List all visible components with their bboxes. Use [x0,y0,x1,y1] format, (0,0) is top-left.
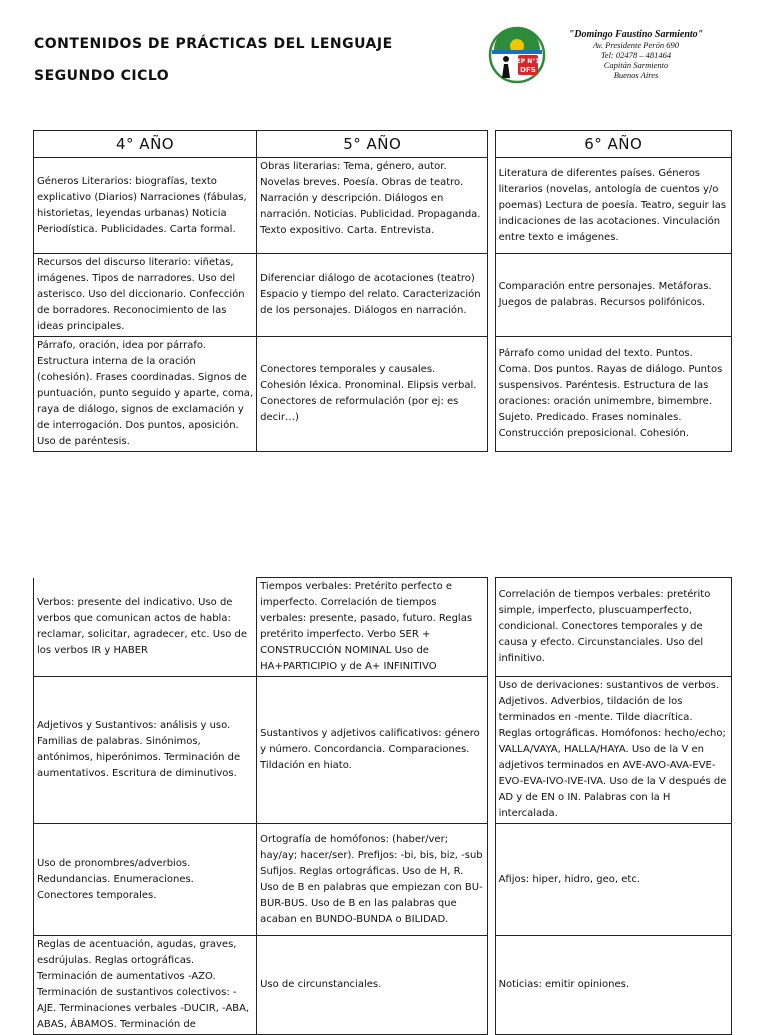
table-cell: Sustantivos y adjetivos calificativos: género y número. Concordancia. Comparaciones. Tildación en hiato. [257,677,488,824]
table-cell: Noticias: emitir opiniones. [495,936,731,1035]
table-cell: Comparación entre personajes. Metáforas. Juegos de palabras. Recursos polifónicos. [495,254,731,337]
logo-text-top: EP N°1 [516,58,540,65]
logo-text-bottom: DFS [520,66,536,74]
table-header-row [34,131,732,158]
table-cell: Conectores temporales y causales. Cohesión léxica. Pronominal. Elipsis verbal. Conectores de reformulación (por ej: es decir…) [257,337,488,452]
address-line: Capitán Sarmiento [603,60,669,70]
table-cell: Recursos del discurso literario: viñetas, imágenes. Tipos de narradores. Uso del asterisco. Uso del diccionario. Confección de borradores. Reconocimiento de las ideas principales. [34,254,257,337]
column-header-5: 5° AÑO [257,131,488,158]
table-cell: Uso de pronombres/adverbios. Redundancias. Enumeraciones. Conectores temporales. [34,824,257,936]
table-cell: Reglas de acentuación, agudas, graves, esdrújulas. Reglas ortográficas. Terminación de aumentativos -AZO. Terminación de sustantivos colectivos: -AJE. Terminaciones verbales -DUCIR, -ABA, ABAS, ÁBAMOS. Terminación de [34,936,257,1035]
table-cell: Correlación de tiempos verbales: pretérito simple, imperfecto, pluscuamperfecto, condicional. Conectores temporales y de causa y efecto. Circunstanciales. Uso del infinitivo. [495,578,731,677]
table-cell: Literatura de diferentes países. Géneros literarios (novelas, antología de cuentos y/o poemas) Lectura de poesía. Teatro, seguir las indicaciones de las acotaciones. Vinculación entre texto e imágenes. [495,158,731,254]
table-cell: Géneros Literarios: biografías, texto explicativo (Diarios) Narraciones (fábulas, historietas, leyendas urbanas) Noticia Periodística. Publicidades. Carta formal. [34,158,257,254]
table-row [34,337,732,452]
page-title: CONTENIDOS DE PRÁCTICAS DEL LENGUAJE [34,36,393,52]
table-cell: Uso de derivaciones: sustantivos de verbos. Adjetivos. Adverbios, tildación de los terminados en -mente. Tilde diacrítica. Reglas ortográficas. Homófonos: hecho/echo; VALLA/VAYA, HALLA/HAYA. Uso de la V en adjetivos terminados en AVE-AVO-AVA-EVE-EVO-EVA-IVO-IVE-IVA. Uso de la V después de AD y de EN o IN. Palabras con la H intercalada. [495,677,731,824]
table-cell: Ortografía de homófonos: (haber/ver; hay/ay; hacer/ser). Prefijos: -bi, bis, biz, -sub Sufijos. Reglas ortográficas. Uso de H, R. Uso de B en palabras que empiezan con BU-BUR-BUS. Uso de B en las palabras que acaban en BUNDO-BUNDA o BILIDAD. [257,824,488,936]
table-cell: Uso de circunstanciales. [257,936,488,1035]
page-subtitle: SEGUNDO CICLO [34,68,170,84]
address-line: Tel: 02478 – 481464 [600,50,672,60]
table-row [34,254,732,337]
address-line: Av. Presidente Perón 690 [593,40,679,50]
contents-table-bottom [33,577,732,1035]
column-header-6: 6° AÑO [495,131,731,158]
table-cell: Diferenciar diálogo de acotaciones (teatro) Espacio y tiempo del relato. Caracterización de los personajes. Diálogos en narración. [257,254,488,337]
table-cell: Obras literarias: Tema, género, autor. Novelas breves. Poesía. Obras de teatro. Narración y descripción. Diálogos en narración. Noticias. Publicidad. Propaganda. Texto expositivo. Carta. Entrevista. [257,158,488,254]
table-cell: Afijos: hiper, hidro, geo, etc. [495,824,731,936]
table-cell: Párrafo como unidad del texto. Puntos. Coma. Dos puntos. Rayas de diálogo. Puntos suspensivos. Paréntesis. Estructura de las oraciones: oración unimembre, bimembre. Sujeto. Predicado. Frases nominales. Construcción preposicional. Cohesión. [495,337,731,452]
table-row [34,677,732,824]
school-name: "Domingo Faustino Sarmiento" [568,29,704,40]
table-row [34,578,732,677]
table-cell: Verbos: presente del indicativo. Uso de verbos que comunican actos de habla: reclamar, solicitar, agradecer, etc. Uso de los verbos IR y HABER [34,578,257,677]
column-header-4: 4° AÑO [34,131,257,158]
table-cell: Tiempos verbales: Pretérito perfecto e imperfecto. Correlación de tiempos verbales: presente, pasado, futuro. Reglas pretérito imperfecto. Verbo SER + CONSTRUCCIÓN NOMINAL Uso de HA+PARTICIPIO y de A+ INFINITIVO [257,578,488,677]
table-row [34,936,732,1035]
table-cell: Párrafo, oración, idea por párrafo. Estructura interna de la oración (cohesión). Frases coordinadas. Signos de puntuación, punto seguido y aparte, coma, raya de diálogo, signos de exclamación y de interrogación. Dos puntos, aposición. Uso de paréntesis. [34,337,257,452]
table-row [34,824,732,936]
table-row [34,158,732,254]
school-logo [488,26,546,84]
school-address [556,30,716,80]
contents-table-top [33,130,732,452]
table-cell: Adjetivos y Sustantivos: análisis y uso. Familias de palabras. Sinónimos, antónimos, hiperónimos. Terminación de aumentativos. Escritura de diminutivos. [34,677,257,824]
address-line: Buenos Aires [613,70,659,80]
